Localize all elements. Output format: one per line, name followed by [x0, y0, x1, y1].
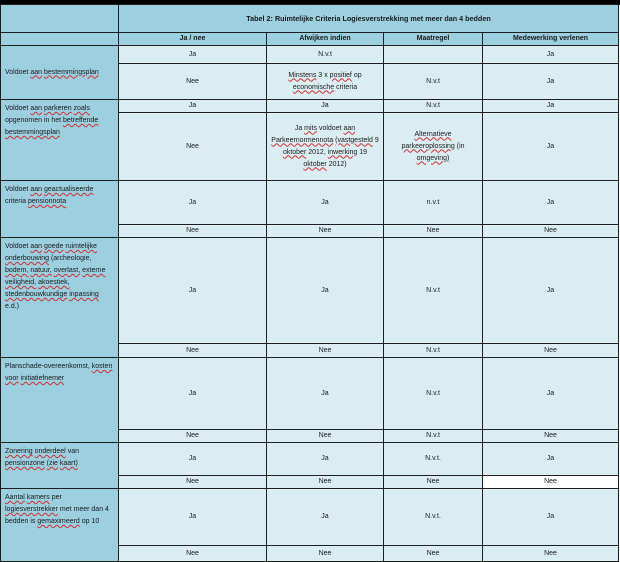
table-cell: Ja	[267, 358, 384, 430]
table-cell: N.v.t	[384, 344, 483, 358]
table-title: Tabel 2: Ruimtelijke Criteria Logiesverstrekking met meer dan 4 bedden	[119, 5, 619, 33]
table-cell: Ja	[119, 443, 267, 476]
header-blank-cell	[1, 33, 119, 46]
table-cell: Ja	[483, 238, 619, 344]
table-cell: Nee	[119, 546, 267, 562]
table-cell: Ja	[119, 358, 267, 430]
criterion-label-text: Aantal kamers per logiesverstrekker met meer dan 4 bedden is gemaximeerd op 10	[5, 494, 109, 525]
criterion-label	[1, 181, 119, 238]
table-cell: n.v.t	[384, 181, 483, 225]
table-row	[1, 358, 619, 430]
table-cell: Nee	[119, 430, 267, 443]
table-cell: N.v.t	[384, 358, 483, 430]
table-cell: N.v.t.	[384, 489, 483, 546]
criterion-label	[1, 238, 119, 358]
table-cell: Ja	[483, 100, 619, 113]
table-row	[1, 181, 619, 225]
table-row	[1, 46, 619, 64]
table-cell: Nee	[119, 476, 267, 489]
table-cell: N.v.t	[384, 64, 483, 100]
table-cell: Ja	[119, 181, 267, 225]
table-cell: Ja	[483, 489, 619, 546]
table-cell: N.v.t	[384, 238, 483, 344]
table-cell: Alternatieve parkeeroplossing (in omgeving)	[384, 113, 483, 181]
table-cell: Nee	[483, 225, 619, 238]
criterion-label	[1, 100, 119, 181]
criterion-label-text: Voldoet aan goede ruimtelijke onderbouwing (archeologie, bodem, natuur, overlast, externe veiligheid, akoestiek, stedenbouwkundige inpassing e.d.)	[5, 243, 106, 310]
table-cell: Ja	[483, 64, 619, 100]
table-cell: Ja	[483, 113, 619, 181]
table-cell: N.v.t.	[384, 443, 483, 476]
table-cell: Ja	[267, 181, 384, 225]
table-cell: Nee	[483, 344, 619, 358]
title-row	[1, 5, 619, 33]
table-cell: Nee	[119, 64, 267, 100]
table-cell: Nee	[384, 476, 483, 489]
table-cell: Nee	[119, 225, 267, 238]
criterion-label-text: Voldoet aan parkeren zoals opgenomen in het betreffende bestemmingsplan	[5, 105, 99, 136]
table-cell: Nee	[119, 344, 267, 358]
table-cell: Nee	[119, 113, 267, 181]
table-cell: Ja	[267, 238, 384, 344]
table-cell: Ja	[267, 100, 384, 113]
table-cell: Ja	[119, 46, 267, 64]
header-afwijken-indien: Afwijken indien	[267, 33, 384, 46]
criterion-label-text: Zonering onderdeel van pensionzone (zie kaart)	[5, 448, 79, 467]
table-row	[1, 489, 619, 546]
table-cell	[384, 46, 483, 64]
criterion-label	[1, 358, 119, 443]
table-cell: N.v.t	[384, 430, 483, 443]
header-maatregel: Maatregel	[384, 33, 483, 46]
criterion-label-text: Voldoet aan bestemmingsplan	[5, 68, 99, 76]
table-cell: N.v.t	[267, 46, 384, 64]
header-ja-nee: Ja / nee	[119, 33, 267, 46]
table-cell: Nee	[267, 546, 384, 562]
table-cell: Ja mits voldoet aan Parkeernormennota (vastgesteld 9 oktober 2012, inwerking 19 oktober 2012)	[267, 113, 384, 181]
table-cell: Nee	[483, 430, 619, 443]
table-row	[1, 443, 619, 476]
table-cell: Nee	[384, 546, 483, 562]
table-cell: Ja	[267, 443, 384, 476]
table-cell: Nee	[483, 476, 619, 489]
table-row	[1, 238, 619, 344]
table-cell: Nee	[267, 476, 384, 489]
table-cell: Ja	[119, 238, 267, 344]
corner-cell	[1, 5, 119, 33]
table-cell: Nee	[483, 546, 619, 562]
table-cell: Nee	[267, 344, 384, 358]
table-cell: N.v.t	[384, 100, 483, 113]
table-cell: Nee	[267, 225, 384, 238]
table-cell: Ja	[483, 181, 619, 225]
table-cell: Ja	[483, 443, 619, 476]
criterion-label	[1, 46, 119, 100]
table-cell: Nee	[267, 430, 384, 443]
criterion-label-text: Planschade-overeenkomst, kosten voor initiatiefnemer	[5, 363, 113, 382]
header-medewerking: Medewerking verlenen	[483, 33, 619, 46]
criterion-label	[1, 443, 119, 489]
table-cell: Ja	[483, 46, 619, 64]
criterion-label	[1, 489, 119, 562]
table-cell: Nee	[384, 225, 483, 238]
criterion-label-text: Voldoet aan geactualiseerde criteria pensionnota	[5, 186, 94, 205]
table-cell: Ja	[267, 489, 384, 546]
header-row	[1, 33, 619, 46]
table-cell: Ja	[119, 100, 267, 113]
criteria-table	[0, 4, 619, 562]
table-cell: Ja	[483, 358, 619, 430]
table-cell: Ja	[119, 489, 267, 546]
table-row	[1, 100, 619, 113]
table-cell: Minstens 3 x positief op economische criteria	[267, 64, 384, 100]
